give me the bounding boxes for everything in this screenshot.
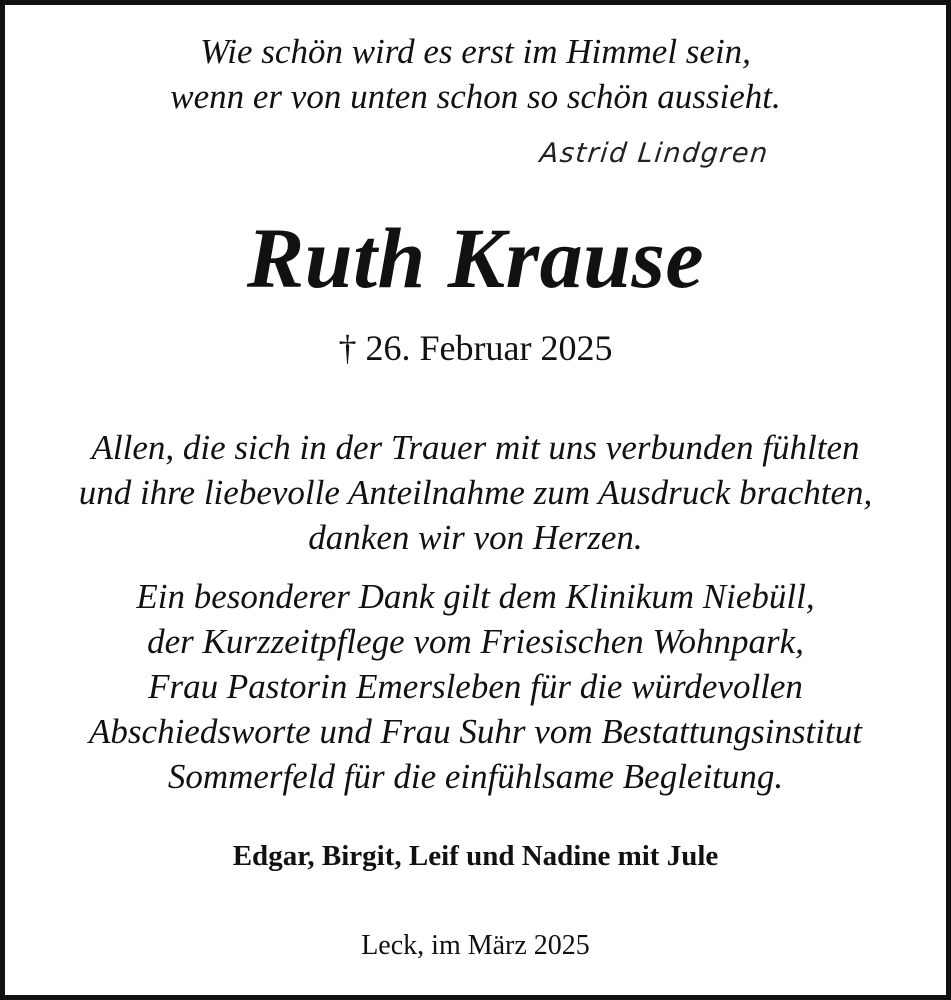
special-thanks-line: der Kurzzeitpflege vom Friesischen Wohnpark, (147, 622, 804, 661)
special-thanks-line: Ein besonderer Dank gilt dem Klinikum Niebüll, (136, 577, 815, 616)
place-date: Leck, im März 2025 (361, 930, 590, 961)
special-thanks-line: Abschiedsworte und Frau Suhr vom Bestattungsinstitut (89, 712, 862, 751)
deceased-name: Ruth Krause (246, 210, 705, 306)
death-date: † 26. Februar 2025 (338, 328, 613, 368)
signers: Edgar, Birgit, Leif und Nadine mit Jule (232, 840, 719, 872)
thanks-line: danken wir von Herzen. (308, 518, 643, 557)
special-thanks-line: Frau Pastorin Emersleben für die würdevollen (148, 667, 803, 706)
thanks-line: und ihre liebevolle Anteilnahme zum Ausdruck brachten, (78, 473, 873, 512)
special-thanks-line: Sommerfeld für die einfühlsame Begleitung. (167, 757, 784, 796)
quote-line-2: wenn er von unten schon so schön aussieht. (170, 77, 781, 116)
quote-author: Astrid Lindgren (538, 138, 771, 169)
thanks-line: Allen, die sich in der Trauer mit uns verbunden fühlten (91, 428, 860, 467)
quote-line-1: Wie schön wird es erst im Himmel sein, (200, 32, 751, 71)
